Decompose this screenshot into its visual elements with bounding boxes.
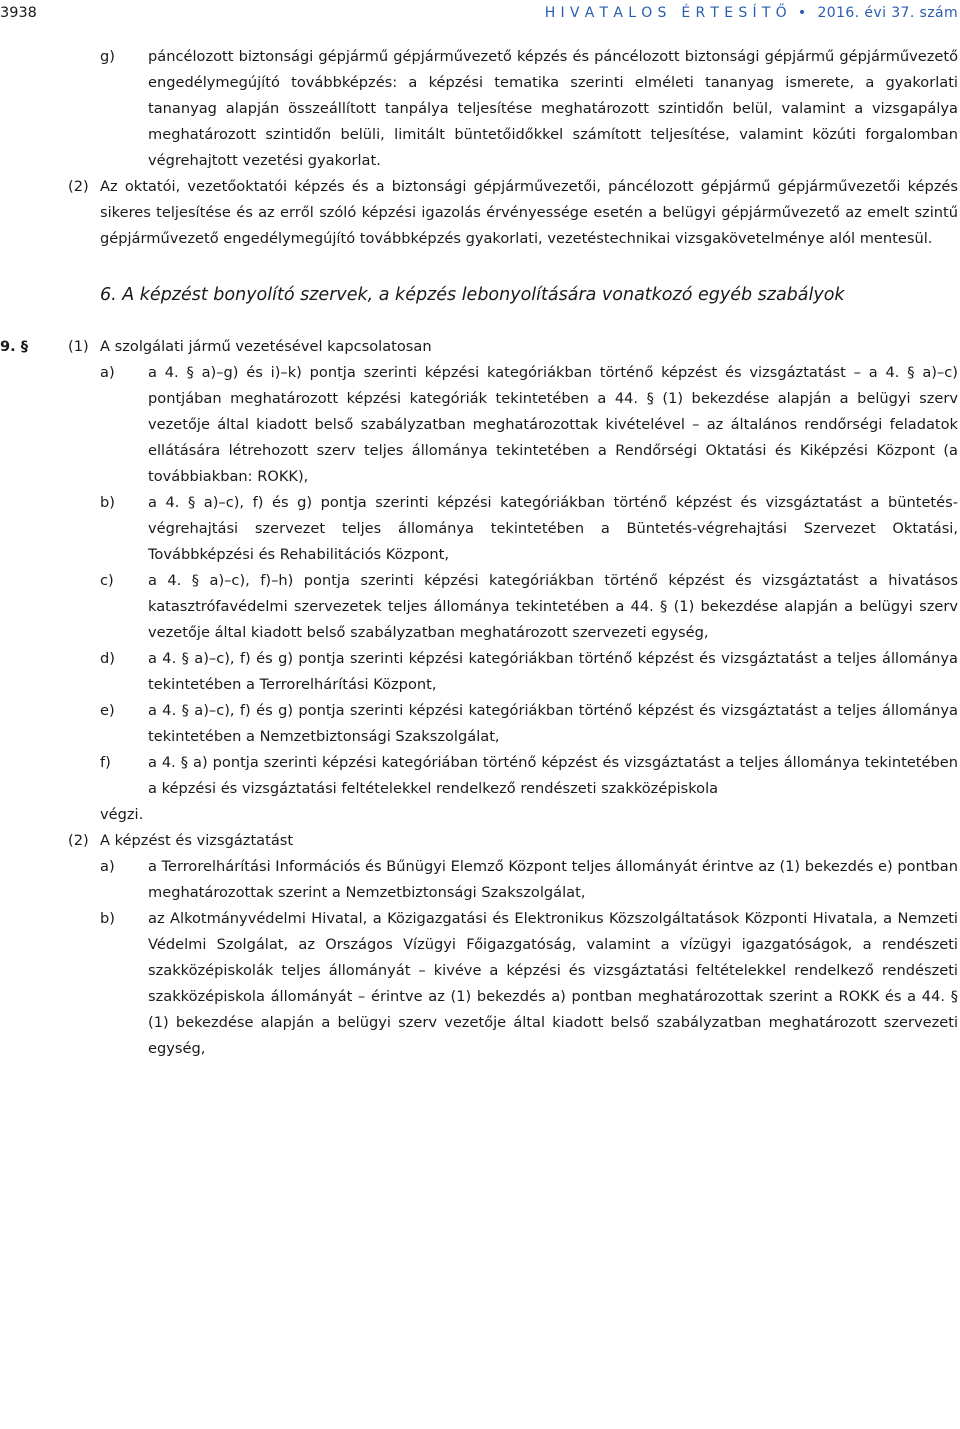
section-number: 9. § [0,338,29,355]
journal-issue: 2016. évi 37. szám [817,5,958,21]
journal-title-line [545,0,958,26]
paragraph-text-2: Az oktatói, vezetőoktatói képzés és a biztonsági gépjárművezetői, páncélozott gépjármű gépjárművezetői képzés sikeres teljesítése és az erről szóló képzési igazolás érvényessége esetén a belügyi gépjárművezető az emelt szintű gépjárművezető engedélymegújító továbbképzés gyakorlati, vezetéstechnikai vizsgakövetelménye alól mentesül. [100,178,958,247]
item-label-g: g) [100,48,115,65]
section-heading: 6. A képzést bonyolító szervek, a képzés lebonyolítására vonatkozó egyéb szabályok [100,285,845,305]
s9-p1-item-label: c) [100,572,114,589]
s9-p2-item-text: a Terrorelhárítási Információs és Bűnügyi Elemző Központ teljes állományát érintve az (1) bekezdés e) pontban meghatározottak szerint a Nemzetbiztonsági Szakszolgálat, [148,858,958,901]
continuation-block [0,906,960,1429]
s9-p1-item-label: d) [100,650,115,667]
s9-p2-item-label: b) [100,910,115,927]
s9-p1-item-label: b) [100,494,115,511]
page-number: 3938 [0,5,37,21]
s9-p1-item-label: f) [100,754,111,771]
s9-p2-item-label: a) [100,858,115,875]
s9-p2-label: (2) [68,832,89,849]
s9-p1-item-label: e) [100,702,115,719]
s9-p1-label: (1) [68,338,89,355]
header-separator: • [797,5,807,21]
s9-p2-item-text: az Alkotmányvédelmi Hivatal, a Közigazgatási és Elektronikus Közszolgáltatások Központi Hivatala, a Nemzeti Védelmi Szolgálat, az Országos Vízügyi Főigazgatóság, valamint a vízügyi igazgatóságok, a rendészeti szakközépiskolák teljes állományát – kivéve a képzési és vizsgáztatási feltételekkel rendelkező rendészeti szakközépiskola állományát – érintve az (1) bekezdés a) pontban meghatározottak szerint a ROKK és a 44. § (1) bekezdése alapján a belügyi szerv vezetője által kiadott belső szabályzatban meghatározott szervezeti egység, [148,910,958,1057]
s9-p1-item-text: a 4. § a)–c), f)–h) pontja szerinti képzési kategóriákban történő képzést és vizsgáztatást a hivatásos katasztrófavédelmi szervezetek teljes állománya tekintetében a 44. § (1) bekezdése alapján a belügyi szerv vezetője által kiadott belső szabályzatban meghatározott szervezeti egység, [148,572,958,641]
page-header [0,0,960,26]
s9-p1-item-label: a) [100,364,115,381]
s9-p1-item-text: a 4. § a)–c), f) és g) pontja szerinti képzési kategóriákban történő képzést és vizsgáztatást a teljes állománya tekintetében a Nemzetbiztonsági Szakszolgálat, [148,702,958,745]
s9-p1-item-text: a 4. § a)–g) és i)–k) pontja szerinti képzési kategóriákban történő képzést és vizsgáztatást – a 4. § a)–c) pontjában meghatározott képzési kategóriák tekintetében a 44. § (1) bekezdése alapján a belügyi szerv vezetője által kiadott belső szabályzatban meghatározottak kivételével – az általános rendőrségi feladatok ellátására létrehozott szerv teljes állománya tekintetében a Rendőrségi Oktatási és Kiképzési Központ (a továbbiakban: ROKK), [148,364,958,485]
journal-title: H I V A T A L O S É R T E S Í T Ő [544,5,788,21]
s9-p2-text: A képzést és vizsgáztatást [100,832,294,849]
s9-p1-item-text: a 4. § a) pontja szerinti képzési kategóriában történő képzést és vizsgáztatást a teljes állománya tekintetében a képzési és vizsgáztatási feltételekkel rendelkező rendészeti szakközépiskola [148,754,958,797]
s9-p1-closing: végzi. [100,806,144,823]
s9-p1-item-text: a 4. § a)–c), f) és g) pontja szerinti képzési kategóriákban történő képzést és vizsgáztatást a teljes állománya tekintetében a Terrorelhárítási Központ, [148,650,958,693]
paragraph-label-2: (2) [68,178,89,195]
s9-p1-text: A szolgálati jármű vezetésével kapcsolatosan [100,338,432,355]
item-text-g: páncélozott biztonsági gépjármű gépjárművezető képzés és páncélozott biztonsági gépjármű gépjárművezető engedélymegújító továbbképzés: a képzési tematika szerinti elméleti tananyag ismerete, a gyakorlati tananyag alapján összeállított tanpálya teljesítése meghatározott szintidőn belül, valamint a vizsgapálya meghatározott szintidőn belüli, limitált büntetőidőkkel számított teljesítése, valamint közúti forgalomban végrehajtott vezetési gyakorlat. [148,48,958,169]
s9-p1-item-text: a 4. § a)–c), f) és g) pontja szerinti képzési kategóriákban történő képzést és vizsgáztatást a büntetés-végrehajtási szervezet teljes állománya tekintetében a Büntetés-végrehajtási Szervezet Oktatási, Továbbképzési és Rehabilitációs Központ, [148,494,958,563]
